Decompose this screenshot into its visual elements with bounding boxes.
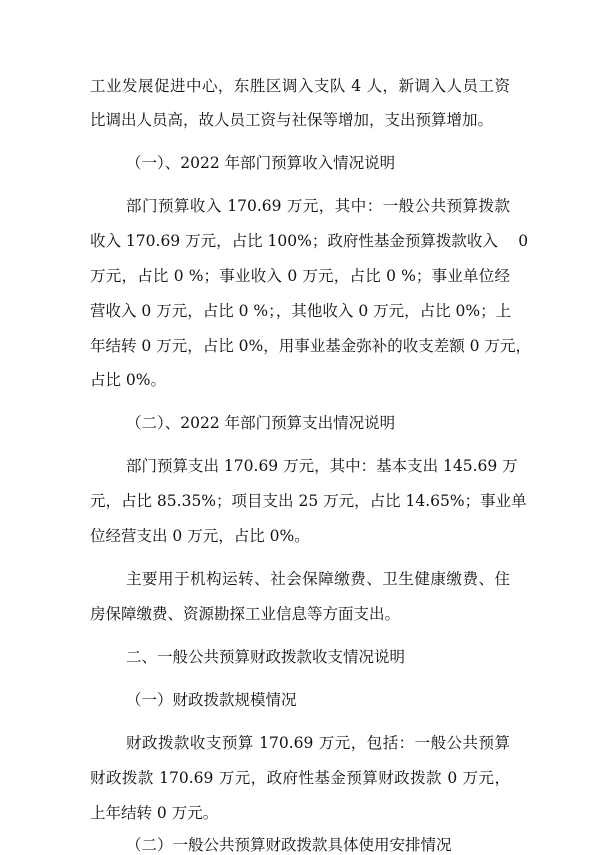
income-line-2: 收入 170.69 万元，占比 100%；政府性基金预算拨款收入 0 <box>90 232 529 250</box>
heading-general: 二、一般公共预算财政拨款收支情况说明 <box>126 648 406 666</box>
heading-scale: （一）财政拨款规模情况 <box>126 691 297 709</box>
expense-line-2: 元，占比 85.35%；项目支出 25 万元，占比 14.65%；事业单 <box>90 492 527 510</box>
expense-line-1: 部门预算支出 170.69 万元，其中：基本支出 145.69 万 <box>126 457 518 475</box>
income-line-3: 万元，占比 0 %；事业收入 0 万元，占比 0 %；事业单位经 <box>90 267 510 285</box>
intro-line-2: 比调出人员高，故人员工资与社保等增加，支出预算增加。 <box>90 111 494 129</box>
scale-line-2: 财政拨款 170.69 万元，政府性基金预算财政拨款 0 万元， <box>90 769 510 787</box>
expense-line-3: 位经营支出 0 万元，占比 0%。 <box>90 527 310 545</box>
heading-expense: （二）、2022 年部门预算支出情况说明 <box>126 414 396 432</box>
income-line-4: 营收入 0 万元，占比 0 %；，其他收入 0 万元，占比 0%；上 <box>90 302 512 320</box>
income-line-5: 年结转 0 万元，占比 0%，用事业基金弥补的收支差额 0 万元， <box>90 337 531 355</box>
heading-income: （一）、2022 年部门预算收入情况说明 <box>126 154 396 172</box>
usage-line-1: 主要用于机构运转、社会保障缴费、卫生健康缴费、住 <box>126 570 510 588</box>
scale-line-3: 上年结转 0 万元。 <box>90 804 219 822</box>
income-line-6: 占比 0%。 <box>90 371 167 389</box>
usage-line-2: 房保障缴费、资源勘探工业信息等方面支出。 <box>90 605 401 623</box>
heading-specific: （二）一般公共预算财政拨款具体使用安排情况 <box>126 836 452 854</box>
scale-line-1: 财政拨款收支预算 170.69 万元，包括：一般公共预算 <box>126 734 510 752</box>
income-line-1: 部门预算收入 170.69 万元，其中：一般公共预算拨款 <box>126 197 510 215</box>
intro-line-1: 工业发展促进中心，东胜区调入支队 4 人，新调入人员工资 <box>90 77 510 95</box>
